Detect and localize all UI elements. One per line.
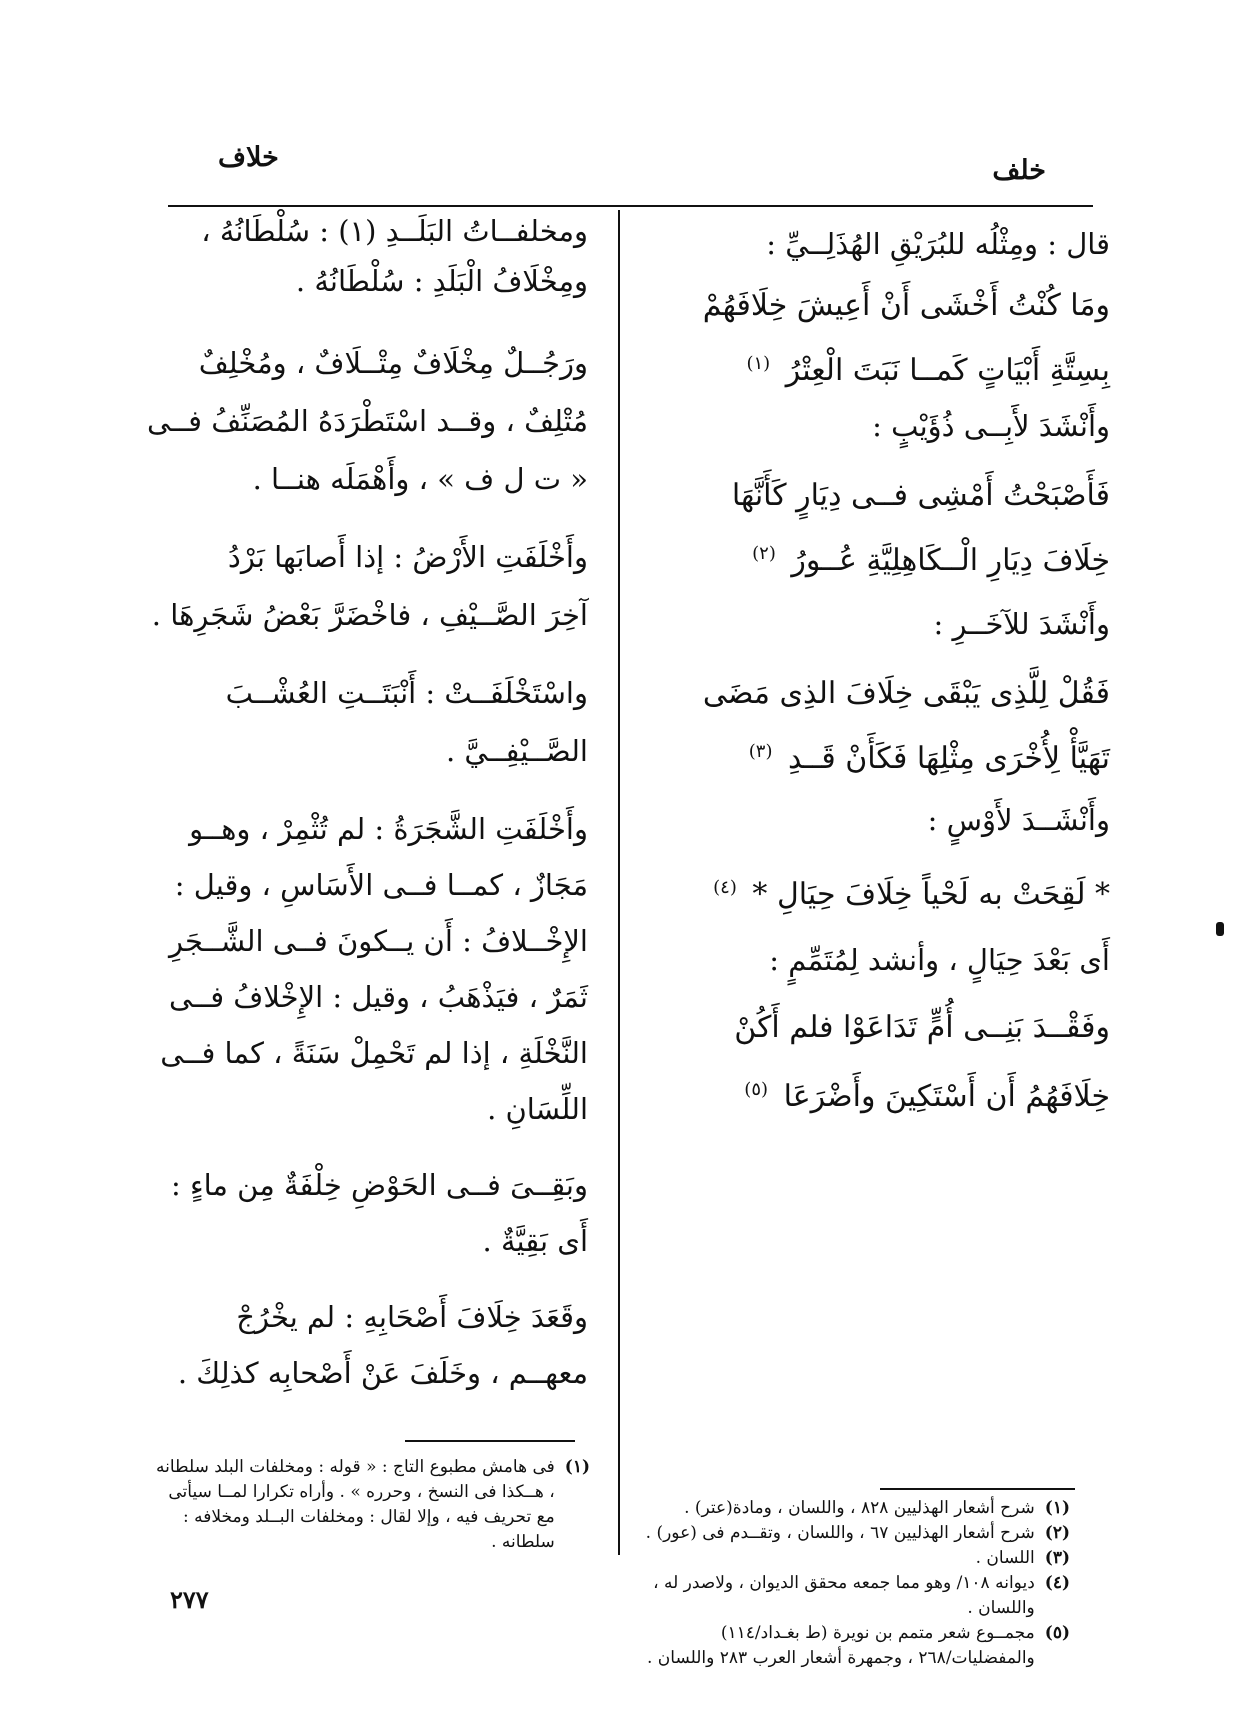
verse-line-with-mark: [660, 869, 1110, 941]
page-number: ٢٧٧: [170, 1585, 209, 1614]
text-line: النَّخْلَةِ ، إذا لم تَحْمِلْ سَنَةً ، كما فــى: [160, 1036, 588, 1070]
footnote-item: [630, 1521, 1070, 1546]
left-column: [146, 212, 588, 1410]
text-line: « ت ل ف » ، وأَهْمَلَه هنــا .: [252, 462, 588, 496]
column-divider: [618, 210, 620, 1555]
verse-line: وفَقْــدَ بَنِــى أُمٍّ تَدَاعَوْا فلم أَكُنْ: [734, 1010, 1110, 1045]
verse-text: * لَقِحَتْ به لَحْياً خِلَافَ حِيَالِ *: [752, 877, 1110, 912]
header-rule: [168, 205, 1093, 207]
footnote-mark: (٢): [752, 543, 776, 564]
text-line: وأَنْشَدَ للآخَــرِ :: [933, 607, 1110, 641]
footnote-text: شرح أشعار الهذليين ٨٢٨ ، واللسان ، ومادة(عتر) .: [684, 1498, 1035, 1518]
text-line: قال : ومِثْلُه للبُرَيْقِ الهُذَلِــيِّ :: [766, 227, 1110, 261]
text-line: اللِّسَانِ .: [487, 1092, 588, 1126]
header-left-word: خلاف: [218, 142, 279, 173]
footnote-item: [630, 1621, 1070, 1671]
verse-text: خِلَافَ دِيَارِ الْــكَاهِلِيَّةِ عُــورُ: [791, 543, 1110, 578]
footnote-mark: (١): [746, 353, 771, 374]
footnote-item: [150, 1455, 590, 1555]
text-line: أَى بَعْدَ حِيَالٍ ، وأنشد لِمُتَمِّمٍ :: [769, 943, 1110, 977]
text-line: أَى بَقِيَّةٌ .: [482, 1224, 588, 1258]
text-line: وبَقِــىَ فــى الحَوْضِ خِلْفَةٌ مِن ماءٍ :: [170, 1168, 588, 1202]
footnotes-left: [150, 1455, 590, 1555]
verse-line-with-mark: [660, 1071, 1110, 1129]
text-line: واسْتَخْلَفَــتْ : أَنْبَتَــتِ العُشْــبَ: [225, 676, 588, 710]
footnote-item: [630, 1496, 1070, 1521]
footnote-rule-left: [405, 1440, 575, 1442]
footnote-rule-right: [880, 1488, 1075, 1490]
footnote-number: (٥): [1044, 1623, 1070, 1643]
footnote-text: اللسان .: [975, 1548, 1035, 1568]
footnote-number: (٢): [1044, 1523, 1070, 1543]
footnote-item: [630, 1546, 1070, 1571]
text-line: مَجَازٌ ، كمــا فــى الأَسَاسِ ، وقيل :: [174, 868, 588, 902]
text-line: وأَخْلَفَتِ الشَّجَرَةُ : لم تُثْمِرْ ، وهــو: [189, 812, 588, 846]
text-line: معهــم ، وخَلَفَ عَنْ أَصْحابِه كذلِكَ .: [177, 1356, 588, 1390]
footnote-text: شرح أشعار الهذليين ٦٧ ، واللسان ، وتقــدم فى (عور) .: [645, 1523, 1035, 1543]
verse-text: بِسِتَّةِ أَبْيَاتٍ كَمــا نَبَتَ الْعِتْرُ: [785, 353, 1110, 388]
footnote-number: (١): [564, 1457, 590, 1477]
verse-line-with-mark: [660, 733, 1110, 801]
footnote-item: [630, 1571, 1070, 1621]
text-line: ورَجُــلٌ مِخْلَافٌ مِتْــلَافٌ ، ومُخْلِفٌ: [198, 346, 588, 380]
footnote-mark: (٤): [713, 877, 737, 898]
text-line: ثَمَرٌ ، فيَذْهَبُ ، وقيل : الإِخْلافُ فــى: [169, 980, 588, 1014]
footnote-number: (٣): [1044, 1548, 1070, 1568]
margin-mark: [1216, 922, 1224, 936]
verse-text: خِلَافَهُمُ أَن أَسْتَكِينَ وأَضْرَعَا: [783, 1079, 1110, 1114]
footnote-text: مجمــوع شعر متمم بن نويرة (ط بغـداد/١١٤) والمفضليات/٢٦٨ ، وجمهرة أشعار العرب ٢٨٣ واللسان .: [646, 1623, 1035, 1668]
text-line: ومِخْلَافُ الْبَلَدِ : سُلْطَانُهُ .: [295, 264, 588, 298]
text-line: مُتْلِفٌ ، وقــد اسْتَطْرَدَهُ المُصَنِّفُ فــى: [146, 404, 588, 438]
verse-line: فَقُلْ لِلَّذِى يَبْقَى خِلَافَ الذِى مَضَى: [702, 676, 1110, 711]
text-line: الصَّــيْفِــيَّ .: [445, 734, 588, 768]
right-column: [660, 225, 1110, 1129]
verse-line-with-mark: [660, 345, 1110, 407]
footnote-number: (٤): [1044, 1573, 1070, 1593]
text-line: وقَعَدَ خِلَافَ أَصْحَابِهِ : لم يخْرُجْ: [236, 1300, 588, 1334]
footnotes-right: [630, 1496, 1070, 1671]
footnote-number: (١): [1044, 1498, 1070, 1518]
verse-line: فَأَصْبَحْتُ أَمْشِى فــى دِيَارٍ كَأَنَّهَا: [731, 478, 1110, 513]
footnote-text: فى هامش مطبوع التاج : « قوله : ومخلفات البلد سلطانه ، هــكذا فى النسخ ، وحرره » . وأراه تكرارا لمــا سيأتى مع تحريف فيه ، وإلا لقال : ومخلفات البــلد ومخلافه : سلطانه .: [156, 1457, 555, 1552]
verse-line: ومَا كُنْتُ أَخْشَى أَنْ أَعِيشَ خِلَافَهُمْ: [702, 288, 1110, 323]
footnote-mark: (٣): [748, 741, 773, 762]
header-right-word: خلف: [992, 155, 1046, 186]
verse-line-with-mark: [660, 535, 1110, 605]
verse-text: تَهَيَّأْ لِأُخْرَى مِثْلِهَا فَكَأَنْ قَــدِ: [788, 741, 1110, 776]
text-line: ومخلفــاتُ البَلَــدِ (١) : سُلْطَانُهُ ،: [201, 214, 588, 248]
text-line: وأَنْشَدَ لأَبِــى ذُؤَيْبٍ :: [872, 409, 1110, 443]
footnote-text: ديوانه ١٠٨/ وهو مما جمعه محقق الديوان ، ولاصدر له ، واللسان .: [653, 1573, 1035, 1618]
text-line: آخِرَ الصَّــيْفِ ، فاخْضَرَّ بَعْضُ شَجَرِهَا .: [151, 598, 588, 632]
text-line: وأَخْلَفَتِ الأَرْضُ : إذا أَصابَها بَرْدُ: [227, 540, 588, 574]
text-line: وأَنْشَــدَ لأَوْسٍ :: [927, 803, 1110, 837]
footnote-mark: (٥): [744, 1079, 769, 1100]
text-line: الإِخْــلافُ : أَن يــكونَ فــى الشَّــجَرِ: [169, 924, 588, 958]
